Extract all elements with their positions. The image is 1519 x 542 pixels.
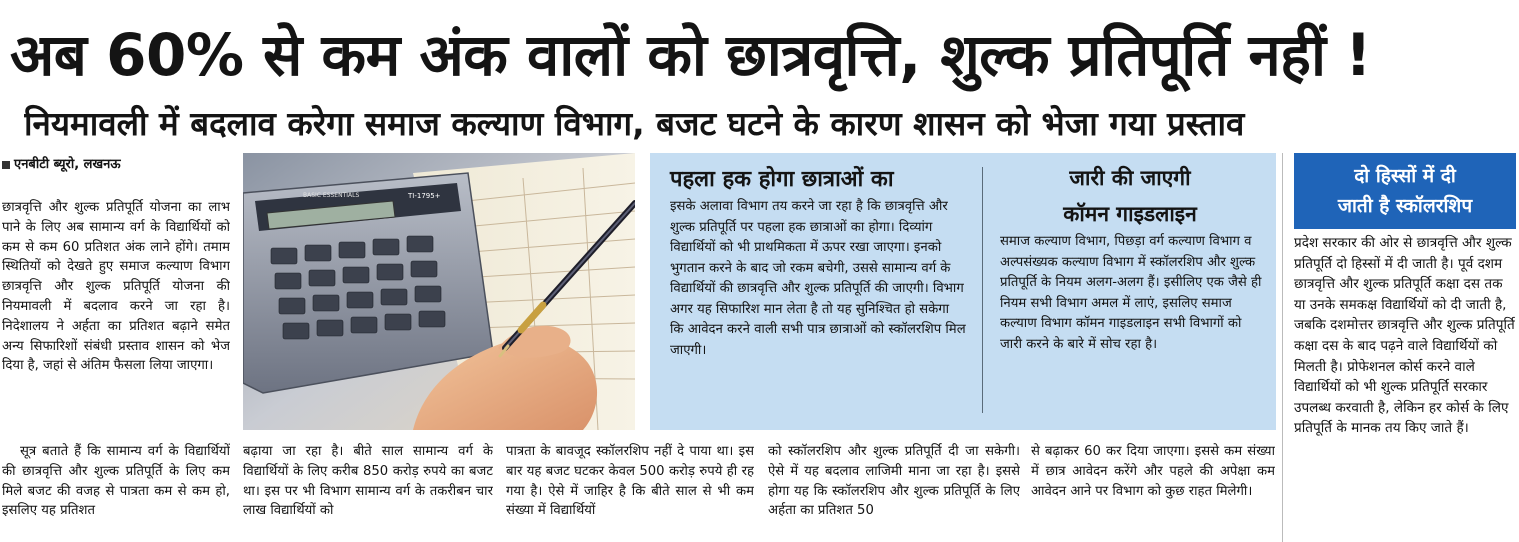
sidebar-rule — [1282, 153, 1283, 542]
calculator-photo-illustration — [243, 153, 635, 430]
article-column-5: से बढ़ाकर 60 कर दिया जाएगा। इससे कम संख्या में छात्र आवेदन करेंगे और पहले की अपेक्षा कम आवेदन आने पर विभाग को कुछ राहत मिलेगी। — [1031, 444, 1275, 499]
headline: अब 60% से कम अंक वालों को छात्रवृत्ति, शुल्क प्रतिपूर्ति नहीं ! — [10, 21, 1372, 89]
sidebar-body: प्रदेश सरकार की ओर से छात्रवृत्ति और शुल्क प्रतिपूर्ति दो हिस्सों में दी जाती है। पूर्व दशम छात्रवृत्ति और शुल्क प्रतिपूर्ति कक्षा दस तक या उनके समकक्ष विद्यार्थियों को दी जाती है, जबकि दशमोत्तर छात्रवृत्ति और शुल्क प्रतिपूर्ति कक्षा दस के बाद पढ़ने वाले विद्यार्थियों को मिलती है। प्रोफेशनल कोर्स करने वाले विद्यार्थियों को भी शुल्क प्रतिपूर्ति सरकार उपलब्ध करवाती है, लेकिन हर कोर्स के लिए प्रतिपूर्ति के मानक तय किए जाते हैं। — [1294, 235, 1515, 437]
info-box-right-title-line2: कॉमन गाइडलाइन — [1063, 202, 1197, 226]
sidebar-header — [1294, 153, 1516, 229]
calculator-photo — [243, 153, 635, 430]
info-box-left-body: इसके अलावा विभाग तय करने जा रहा है कि छात्रवृत्ति और शुल्क प्रतिपूर्ति पर पहला हक छात्राओं का होगा। दिव्यांग विद्यार्थियों को भी प्राथमिकता में ऊपर रखा जाएगा। इनको भुगतान करने के बाद जो रकम बचेगी, उससे सामान्य वर्ग के विद्यार्थियों की छात्रवृत्ति और शुल्क प्रतिपूर्ति की जाएगी। विभाग अगर यह सिफारिश मान लेता है तो यह सुनिश्चित हो सकेगा कि आवेदन करने वाली सभी पात्र छात्राओं को स्कॉलरशिप मिल जाएगी। — [670, 199, 966, 358]
sidebar-header-line1: दो हिस्सों में दी — [1354, 165, 1456, 187]
article-intro: छात्रवृत्ति और शुल्क प्रतिपूर्ति योजना का लाभ पाने के लिए अब सामान्य वर्ग के विद्यार्थियों को कम से कम 60 प्रतिशत अंक लाने होंगे। तमाम स्थितियों को देखते हुए समाज कल्याण विभाग छात्रवृत्ति और शुल्क प्रतिपूर्ति योजना की नियमावली में बदलाव करने जा रहा है। निदेशालय ने अर्हता का प्रतिशत बढ़ाने समेत अन्य सिफारिशों संबंधी प्रस्ताव शासन को भेज दिया है, जहां से अंतिम फैसला लिया जाएगा। — [2, 200, 230, 374]
info-box-left-title: पहला हक होगा छात्राओं का — [670, 167, 894, 192]
sidebar-header-line2: जाती है स्कॉलरशिप — [1337, 195, 1473, 217]
article-column-1: सूत्र बताते हैं कि सामान्य वर्ग के विद्यार्थियों की छात्रवृत्ति और शुल्क प्रतिपूर्ति के लिए कम मिले बजट की वजह से पात्रता कम से कम हो, इसलिए यह प्रतिशत — [2, 444, 230, 519]
article-column-3: पात्रता के बावजूद स्कॉलरशिप नहीं दे पाया था। इस बार यह बजट घटकर केवल 500 करोड़ रुपये ही रह गया है। ऐसे में जाहिर है कि बीते साल से भी कम संख्या में विद्यार्थियों — [506, 444, 754, 519]
calculator-brand: TI-1795+ — [408, 192, 441, 200]
calculator-model: BASIC ESSENTIALS — [303, 192, 360, 199]
info-box-right-title-line1: जारी की जाएगी — [1069, 166, 1191, 190]
info-box-right-body: समाज कल्याण विभाग, पिछड़ा वर्ग कल्याण विभाग व अल्पसंख्यक कल्याण विभाग में स्कॉलरशिप और शुल्क प्रतिपूर्ति के नियम अलग-अलग हैं। इसीलिए एक जैसे ही नियम सभी विभाग अमल में लाएं, इसलिए समाज कल्याण विभाग कॉमन गाइडलाइन सभी विभागों को जारी करने के बारे में सोच रहा है। — [1000, 234, 1262, 352]
square-bullet-icon — [2, 161, 10, 169]
subheadline: नियमावली में बदलाव करेगा समाज कल्याण विभाग, बजट घटने के कारण शासन को भेजा गया प्रस्ताव — [24, 104, 1245, 143]
byline-text: एनबीटी ब्यूरो, लखनऊ — [14, 157, 121, 172]
info-box-right-title — [995, 160, 1265, 236]
byline — [2, 154, 242, 176]
info-box-divider — [982, 167, 983, 413]
article-column-2: बढ़ाया जा रहा है। बीते साल सामान्य वर्ग के विद्यार्थियों के लिए करीब 850 करोड़ रुपये का बजट था। इस पर भी विभाग सामान्य वर्ग के तकरीबन चार लाख विद्यार्थियों को — [243, 444, 493, 519]
article-column-4: को स्कॉलरशिप और शुल्क प्रतिपूर्ति दी जा सकेगी। ऐसे में यह बदलाव लाजिमी माना जा रहा है। इससे होगा यह कि स्कॉलरशिप और शुल्क प्रतिपूर्ति के लिए अर्हता का प्रतिशत 50 — [768, 444, 1020, 519]
